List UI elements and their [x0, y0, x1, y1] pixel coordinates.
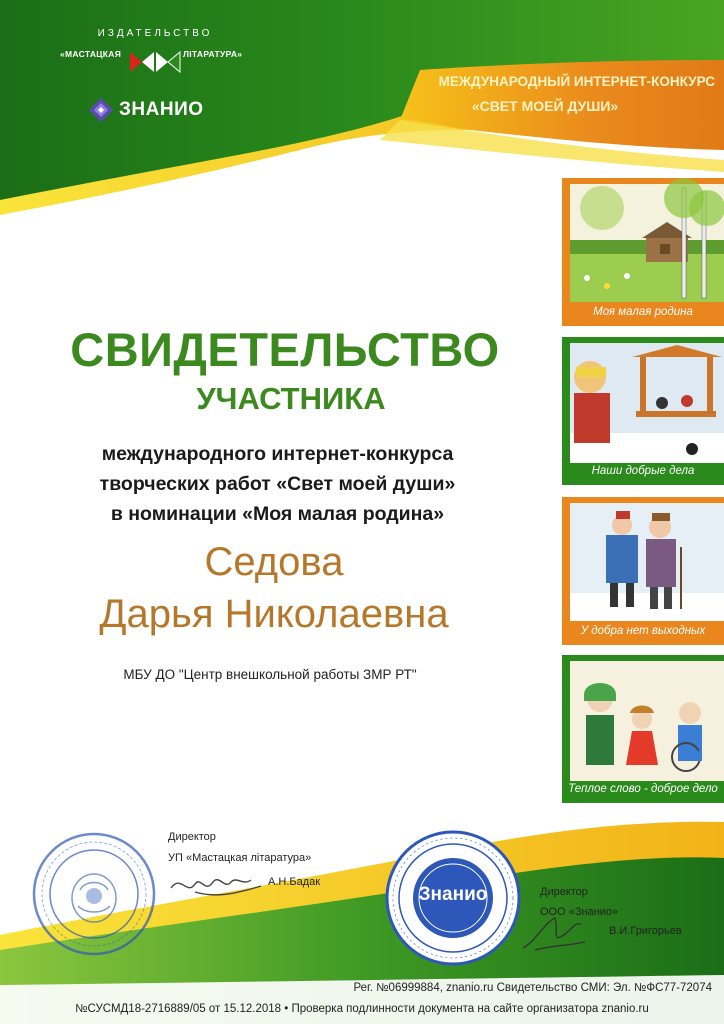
contest-line1: МЕЖДУНАРОДНЫЙ ИНТЕРНЕТ-КОНКУРС — [438, 74, 715, 89]
description-line1: международного интернет-конкурса — [101, 443, 454, 465]
left-signer-name: А.Н.Бадак — [268, 876, 321, 888]
nomination-caption-2: Наши добрые дела — [591, 465, 695, 477]
publisher-name-left: «МАСТАЦКАЯ — [60, 49, 122, 59]
participant-surname: Седова — [204, 540, 344, 584]
village-illustration-icon — [562, 178, 724, 326]
brand-name: ЗНАНИО — [119, 99, 204, 120]
footer-verification: №СУСМД18-2716889/05 от 15.12.2018 • Проверка подлинности документа на сайте организатора znanio.ru — [75, 1003, 649, 1015]
kind-words-illustration-icon — [562, 655, 724, 803]
right-signer-name: В.И.Григорьев — [609, 925, 682, 937]
description-line3: в номинации «Моя малая родина» — [110, 503, 445, 525]
footer-registration: Рег. №06999884, znanio.ru Свидетельство СМИ: Эл. №ФС77-72074 — [353, 982, 712, 994]
nomination-panel-4 — [562, 655, 724, 803]
participant-organization: МБУ ДО "Центр внешкольной работы ЗМР РТ" — [123, 667, 417, 682]
publisher-name-right: ЛІТАРАТУРА» — [183, 49, 243, 59]
nomination-caption-4: Теплое слово - доброе дело — [568, 783, 718, 795]
left-signer-role: Директор — [168, 831, 216, 843]
nomination-caption-3: У добра нет выходных — [580, 625, 706, 637]
znanio-seal-center: Знанио — [418, 884, 488, 905]
certificate-title: СВИДЕТЕЛЬСТВО — [70, 323, 500, 376]
nomination-panel-2 — [562, 337, 724, 485]
winter-feeder-illustration-icon — [562, 337, 724, 485]
contest-line2: «СВЕТ МОЕЙ ДУШИ» — [471, 98, 619, 114]
participant-given-names: Дарья Николаевна — [99, 592, 449, 636]
left-signature-icon — [165, 868, 275, 902]
nomination-panel-3 — [562, 497, 724, 645]
description-line2: творческих работ «Свет моей души» — [99, 473, 456, 495]
right-signer-role: Директор — [540, 886, 588, 898]
publisher-top-label: ИЗДАТЕЛЬСТВО — [97, 28, 213, 39]
znanio-logo-icon — [88, 97, 114, 123]
nomination-panel-1 — [562, 178, 724, 326]
nomination-caption-1: Моя малая родина — [593, 306, 693, 318]
right-signer-org: ООО «Знанио» — [540, 906, 619, 918]
left-signer-org: УП «Мастацкая літаратура» — [168, 852, 312, 864]
right-signature-icon — [515, 912, 595, 956]
helping-elder-illustration-icon — [562, 497, 724, 645]
certificate-subtitle: УЧАСТНИКА — [196, 381, 386, 416]
left-official-seal-icon — [30, 830, 158, 958]
